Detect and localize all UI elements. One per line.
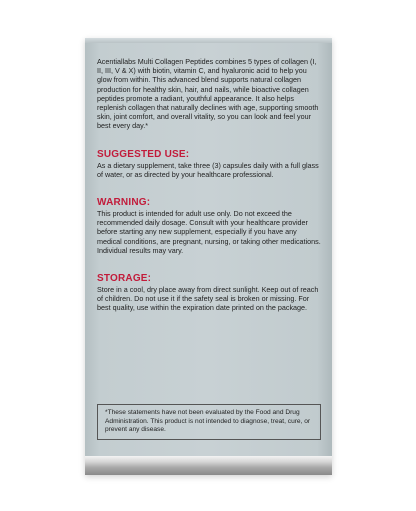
suggested-use-heading: SUGGESTED USE: [97, 148, 190, 160]
label-content [97, 57, 321, 331]
storage-heading: STORAGE: [97, 273, 152, 285]
fda-disclaimer-box: *These statements have not been evaluated by the Food and Drug Administration. This product is not intended to diagnose, treat, cure, or prevent any disease. [97, 404, 321, 440]
product-description: Acentiallabs Multi Collagen Peptides combines 5 types of collagen (I, II, III, V & X) with biotin, vitamin C, and hyaluronic acid to help you glow from within. This advanced blend supports natural collagen production for healthy skin, hair, and nails, while bioactive collagen peptides promote a radiant, youthful appearance. It also helps replenish collagen that naturally declines with age, supporting smooth skin, joint comfort, and overall vitality, so you can look and feel your best every day.* [97, 57, 319, 131]
storage-text: Store in a cool, dry place away from direct sunlight. Keep out of reach of children. Do not use it if the safety seal is broken or missing. For best quality, use within the expiration date printed on the package. [97, 285, 319, 313]
warning-heading: WARNING: [97, 197, 151, 209]
silver-foil-band [85, 456, 332, 475]
warning-section [97, 197, 321, 255]
suggested-use-text: As a dietary supplement, take three (3) capsules daily with a full glass of water, or as directed by your healthcare professional. [97, 160, 319, 179]
warning-text: This product is intended for adult use only. Do not exceed the recommended daily dosage. Consult with your healthcare provider before starting any new supplement, especially if you have any medical conditions, are pregnant, nursing, or taking other medications. Individual results may vary. [97, 209, 321, 255]
box-top-edge [85, 38, 332, 43]
product-box-side-panel [85, 38, 332, 475]
suggested-use-section [97, 149, 321, 179]
storage-section [97, 273, 321, 313]
